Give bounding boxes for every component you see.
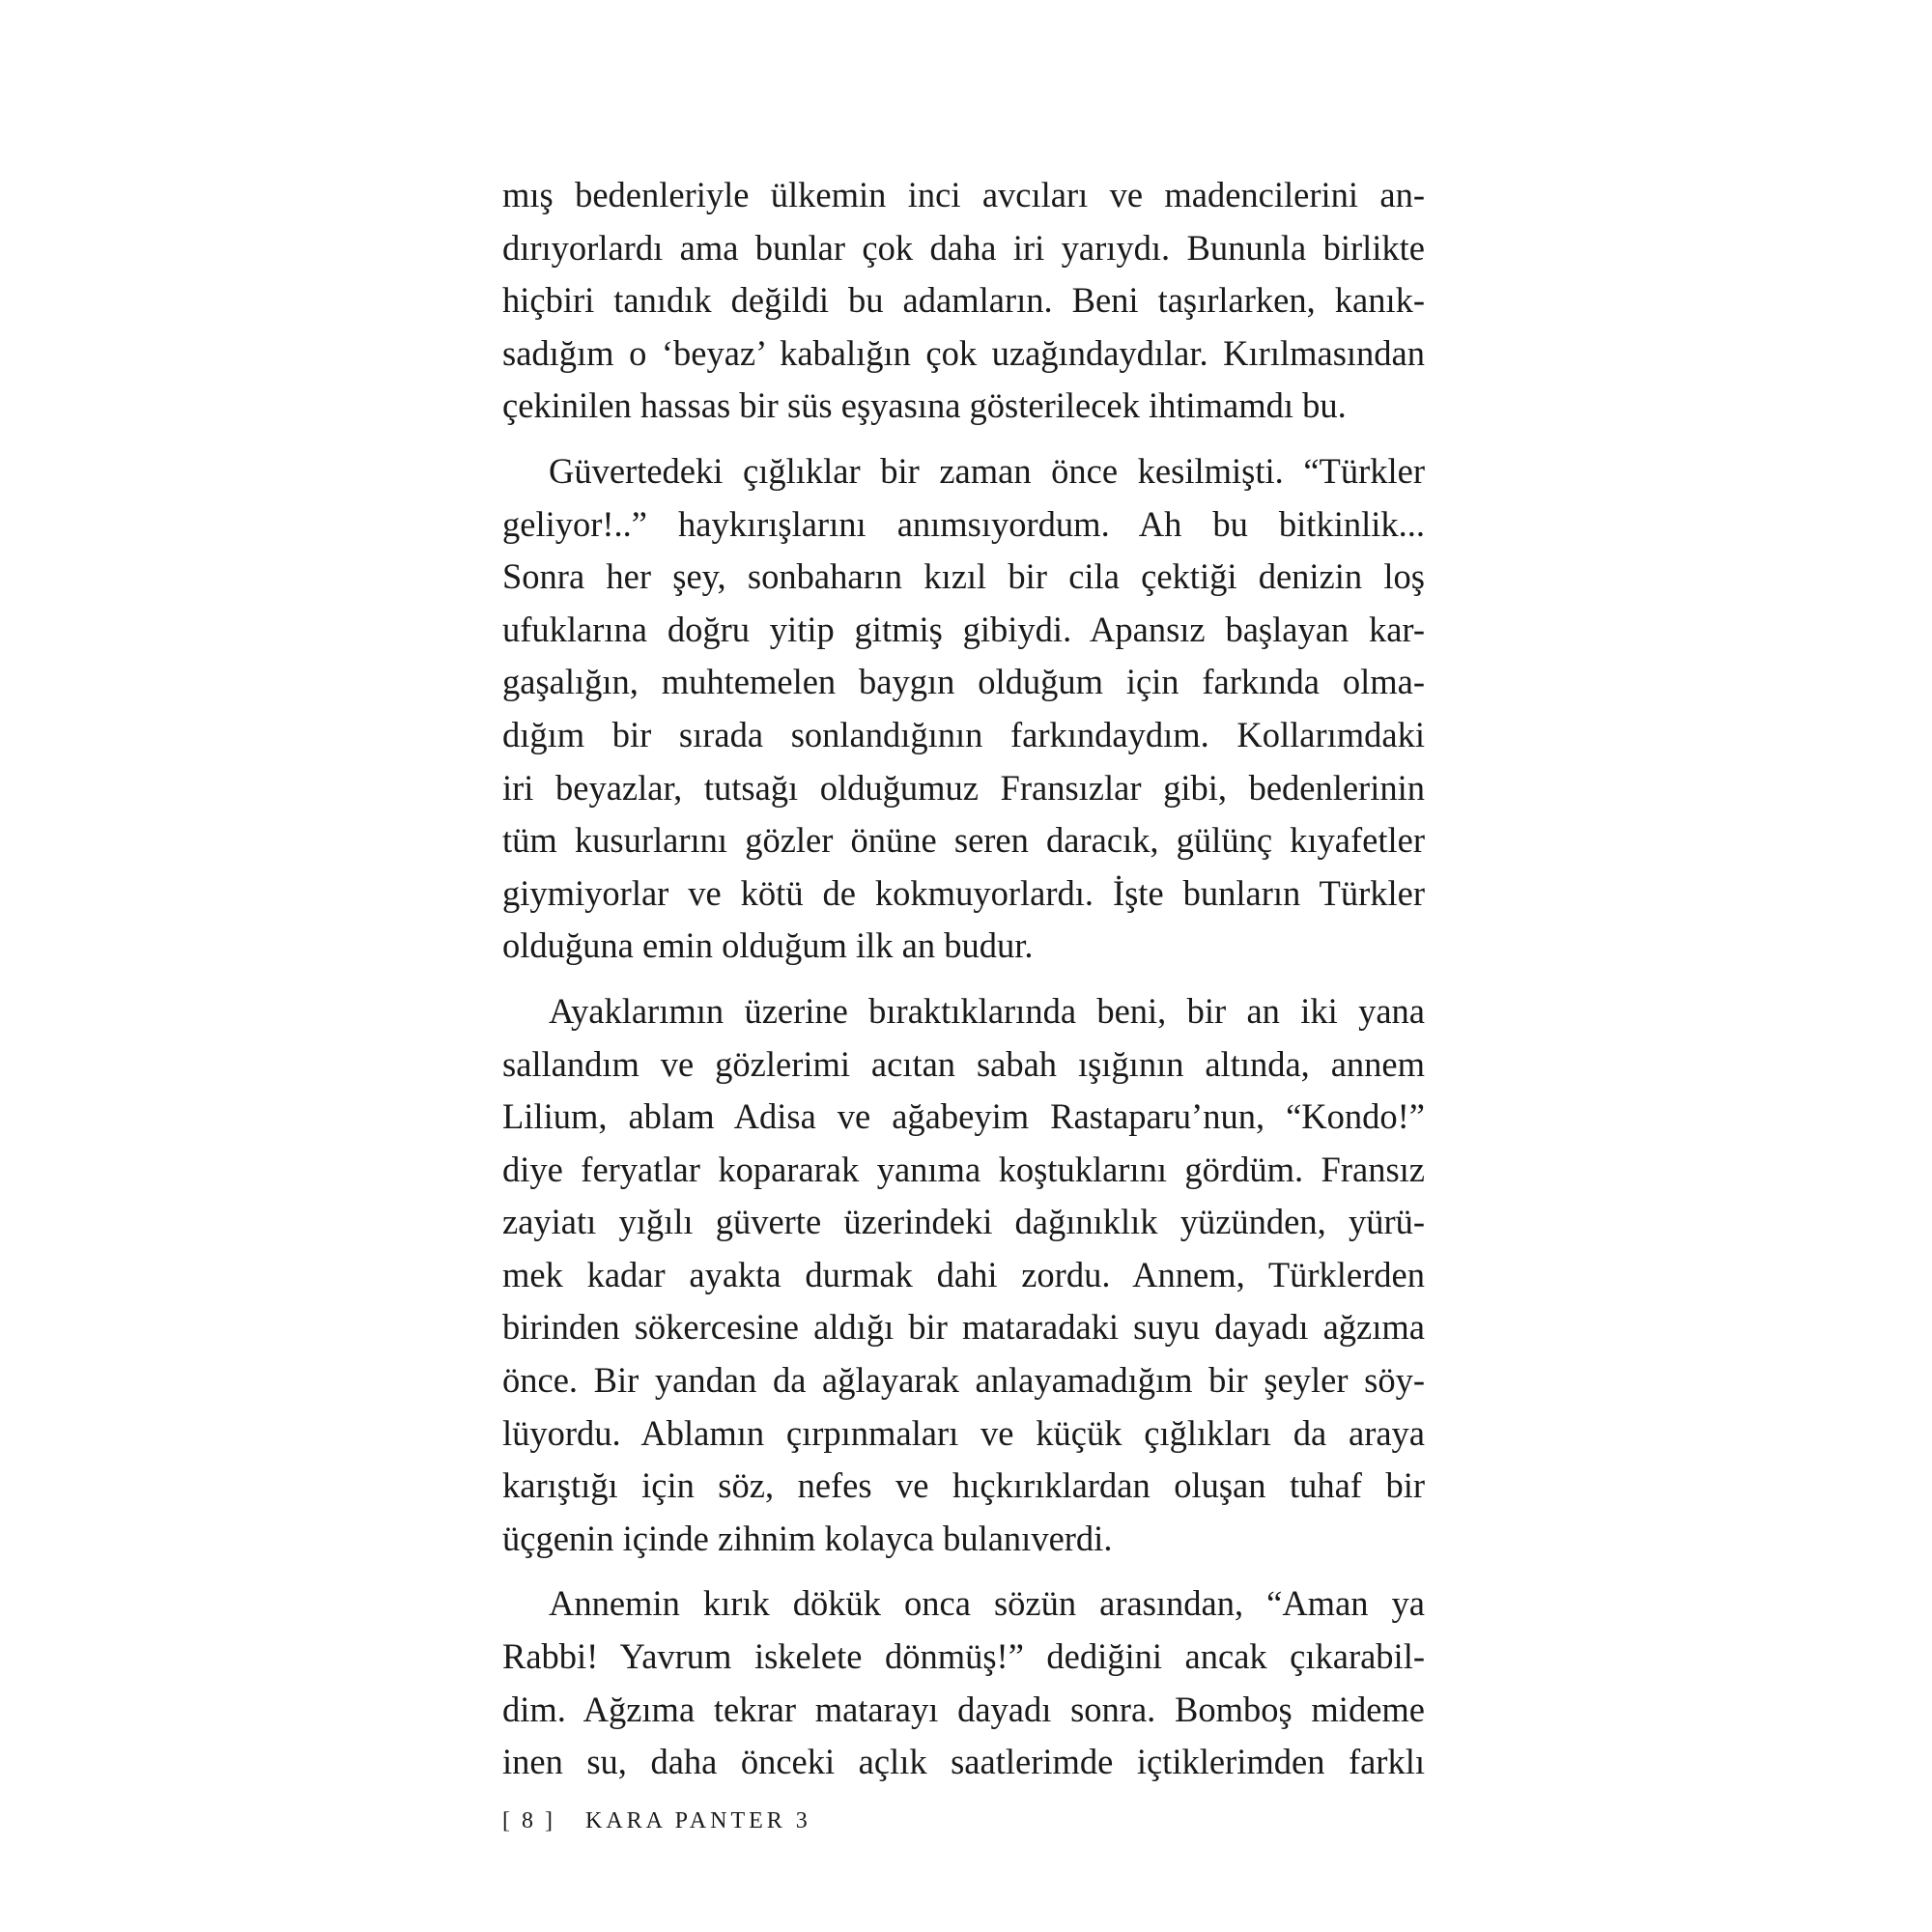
text-line: Annemin kırık dökük onca sözün arasından, “Aman ya — [549, 1583, 1425, 1624]
text-line: mış bedenleriyle ülkemin inci avcıları ve madencilerini an- — [502, 175, 1425, 214]
paragraph-1 — [502, 169, 1425, 433]
text-line: hiçbiri tanıdık değildi bu adamların. Beni taşırlarken, kanık- — [502, 280, 1425, 321]
text-line: inen su, daha önceki açlık saatlerimde içtiklerimden farklı — [502, 1742, 1425, 1782]
text-line: Güvertedeki çığlıklar bir zaman önce kesilmişti. “Türkler — [549, 450, 1425, 491]
text-line: mek kadar ayakta durmak dahi zordu. Annem, Türklerden — [502, 1254, 1425, 1294]
text-line: üçgenin içinde zihnim kolayca bulanıverdi. — [502, 1518, 1113, 1558]
text-line: Sonra her şey, sonbaharın kızıl bir cila çektiği denizin loş — [502, 556, 1425, 597]
text-line: tüm kusurlarını gözler önüne seren daracık, gülünç kıyafetler — [502, 820, 1425, 861]
text-line: dırıyorlardı ama bunlar çok daha iri yarıydı. Bununla birlikte — [502, 227, 1425, 268]
text-line: çekinilen hassas bir süs eşyasına gösterilecek ihtimamdı bu. — [502, 385, 1347, 426]
paragraph-4 — [502, 1577, 1425, 1788]
text-line: sadığım o ‘beyaz’ kabalığın çok uzağındaydılar. Kırılmasından — [502, 332, 1425, 373]
text-line: dim. Ağzıma tekrar matarayı dayadı sonra. Bomboş mideme — [502, 1689, 1425, 1729]
text-line: diye feryatlar kopararak yanıma koştuklarını gördüm. Fransız — [502, 1149, 1425, 1189]
text-line: geliyor!..” haykırışlarını anımsıyordum. Ah bu bitkinlik... — [502, 503, 1425, 544]
text-line: birinden sökercesine aldığı bir mataradaki suyu dayadı ağzıma — [502, 1307, 1425, 1348]
text-line: olduğuna emin olduğum ilk an budur. — [502, 925, 1034, 966]
paragraph-2 — [502, 445, 1425, 973]
text-line: dığım bir sırada sonlandığının farkındaydım. Kollarımdaki — [502, 714, 1425, 754]
text-line: karıştığı için söz, nefes ve hıçkırıklardan oluşan tuhaf bir — [502, 1465, 1425, 1506]
book-page-body — [502, 169, 1425, 1831]
text-line: zayiatı yığılı güverte üzerindeki dağınıklık yüzünden, yürü- — [502, 1202, 1425, 1242]
text-line: Rabbi! Yavrum iskelete dönmüş!” dediğini ancak çıkarabil- — [502, 1636, 1425, 1677]
paragraph-3 — [502, 985, 1425, 1566]
text-line: sallandım ve gözlerimi acıtan sabah ışığının altında, annem — [502, 1043, 1425, 1084]
text-line: Lilium, ablam Adisa ve ağabeyim Rastaparu’nun, “Kondo!” — [502, 1096, 1425, 1137]
text-line: lüyordu. Ablamın çırpınmaları ve küçük çığlıkları da araya — [502, 1412, 1425, 1453]
text-line: Ayaklarımın üzerine bıraktıklarında beni, bir an iki yana — [549, 990, 1425, 1031]
page-footer — [502, 1808, 811, 1834]
text-line: ufuklarına doğru yitip gitmiş gibiydi. Apansız başlayan kar- — [502, 609, 1425, 649]
running-title: KARA PANTER 3 — [584, 1808, 811, 1833]
text-line: giymiyorlar ve kötü de kokmuyorlardı. İşte bunların Türkler — [502, 872, 1425, 913]
text-line: iri beyazlar, tutsağı olduğumuz Fransızlar gibi, bedenlerinin — [502, 767, 1425, 808]
text-line: gaşalığın, muhtemelen baygın olduğum için farkında olma- — [502, 662, 1425, 702]
page-number: [ 8 ] — [502, 1808, 555, 1833]
text-line: önce. Bir yandan da ağlayarak anlayamadığım bir şeyler söy- — [502, 1360, 1425, 1401]
